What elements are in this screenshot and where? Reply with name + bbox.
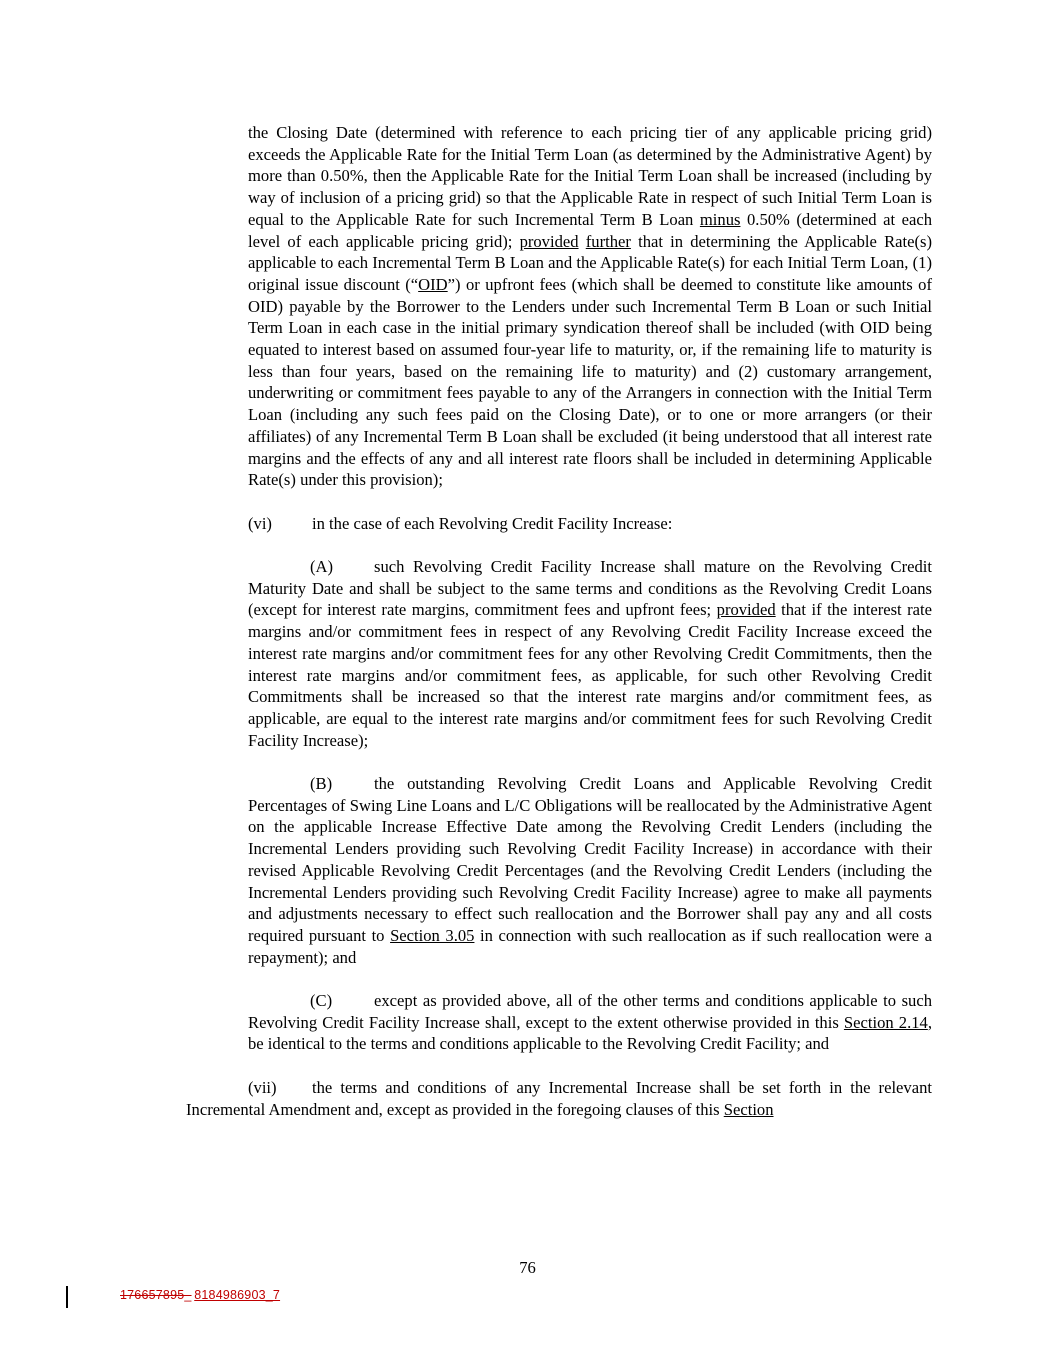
text-run: the terms and conditions of any Incremental Increase shall be set forth in the relevant Incremental Amendment and, except as provided in the foregoing clauses of this (186, 1077, 932, 1119)
text-run: 0.50% (determined at each level of each applicable pricing grid); (248, 209, 932, 251)
paragraph (248, 556, 932, 751)
paragraph (186, 1077, 932, 1120)
page-number: 76 (519, 1258, 536, 1277)
underlined-text: Section (723, 1099, 774, 1119)
footer-stamp (120, 1288, 280, 1302)
paragraph-label: (vii) (248, 1077, 277, 1097)
text-run: such Revolving Credit Facility Increase shall mature on the Revolving Credit Maturity Date and shall be subject to the same terms and conditions as the Revolving Credit Loans (except for interest rate margins, commitment fees and upfront fees; (248, 557, 932, 620)
underlined-text: provided (519, 231, 579, 251)
text-run: , be identical to the terms and conditions applicable to the Revolving Credit Facility; and (248, 1012, 932, 1054)
text-run (579, 232, 586, 251)
text-run: that in determining the Applicable Rate(s) applicable to each Incremental Term B Loan and the Applicable Rate(s) for each Initial Term Loan, (1) original issue discount (“ (248, 231, 933, 294)
text-run: in connection with such reallocation as if such reallocation were a repayment); and (248, 925, 932, 967)
text-run: the outstanding Revolving Credit Loans and Applicable Revolving Credit Percentages of Swing Line Loans and L/C Obligations will be reallocated by the Administrative Agent on the applicable Increase Effective Date among the Revolving Credit Lenders (including the Incremental Lenders providing such Revolving Credit Facility Increase) in accordance with their revised Applicable Revolving Credit Percentages (and the Revolving Credit Lenders (including the Incremental Lenders providing such Revolving Credit Facility Increase) agree to make all payments and adjustments necessary to effect such reallocation and the Borrower shall pay any and all costs required pursuant to (248, 774, 932, 945)
paragraph (248, 122, 932, 491)
paragraph (248, 990, 932, 1055)
paragraph (248, 513, 932, 535)
underlined-text: further (585, 231, 631, 251)
text-run: that if the interest rate margins and/or commitment fees in respect of any Revolving Credit Facility Increase exceed the interest rate margins and/or commitment fees for any other Revolving Credit Commitments, then the interest rate margins and/or commitment fees, as applicable, for such other Revolving Credit Commitments shall be increased so that the interest rate margins and/or commitment fees, as applicable, are equal to the interest rate margins and/or commitment fees for such Revolving Credit Facility Increase); (248, 600, 932, 750)
underlined-text: provided (716, 600, 776, 620)
change-bar (66, 1286, 68, 1308)
text-run: the Closing Date (determined with reference to each pricing tier of any applicable pricing grid) exceeds the Applicable Rate for the Initial Term Loan (as determined by the Administrative Agent) by more than 0.50%, then the Applicable Rate for the Initial Term Loan shall be increased (including by way of inclusion of a pricing grid) so that the Applicable Rate in respect of such Initial Term Loan is equal to the Applicable Rate for such Incremental Term B Loan (248, 123, 932, 229)
paragraph (248, 773, 932, 968)
text-run: in the case of each Revolving Credit Facility Increase: (312, 513, 673, 533)
footer-inserted-id: 8184986903_7 (194, 1288, 281, 1302)
paragraph-label: (B) (310, 774, 333, 794)
text-run: except as provided above, all of the other terms and conditions applicable to such Revolving Credit Facility Increase shall, except to the extent otherwise provided in this (248, 991, 932, 1032)
paragraph-label: (C) (310, 991, 333, 1011)
paragraph-label: (A) (310, 557, 334, 577)
underlined-text: Section 3.05 (390, 925, 475, 945)
underlined-text: OID (418, 274, 448, 294)
footer-deleted-id: 176657895_ (120, 1288, 192, 1302)
underlined-text: Section 2.14 (843, 1012, 928, 1032)
paragraph-label: (vi) (248, 513, 272, 533)
text-run: ”) or upfront fees (which shall be deemed to constitute like amounts of OID) payable by the Borrower to the Lenders under such Incremental Term B Loan or such Initial Term Loan in each case in the initial primary syndication thereof shall be included (with OID being equated to interest based on assumed four-year life to maturity, or, if the remaining life to maturity is less than four years, based on the remaining life to maturity) and (2) customary arrangement, underwriting or commitment fees payable to any of the Arrangers in connection with the Initial Term Loan (including any such fees paid on the Closing Date), or to one or more arrangers (or their affiliates) of any Incremental Term B Loan shall be excluded (it being understood that all interest rate margins and the effects of any and all interest rate floors shall be included in determining Applicable Rate(s) under this provision); (248, 274, 932, 490)
underlined-text: minus (699, 209, 741, 229)
document-body (186, 122, 932, 1120)
